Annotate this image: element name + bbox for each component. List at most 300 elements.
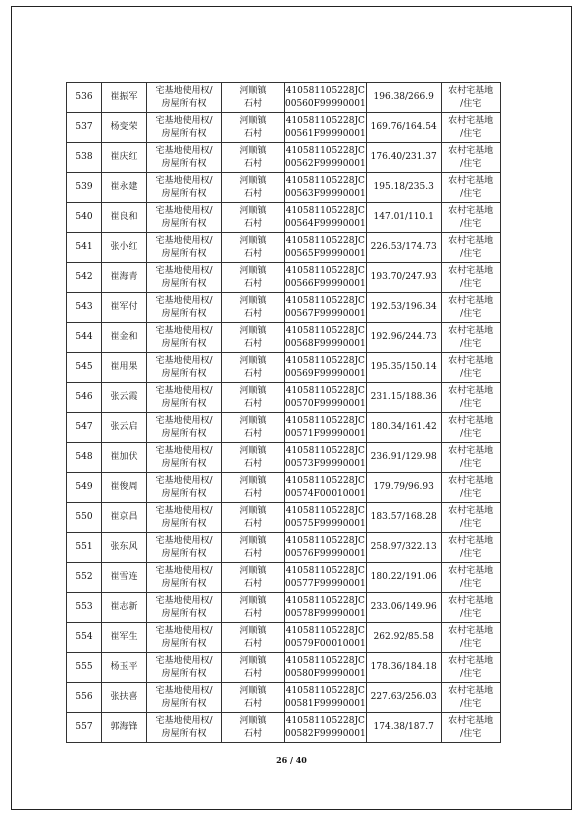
owner-name-cell: 张云启 — [102, 413, 147, 443]
table-row — [67, 653, 501, 683]
records-table — [66, 82, 501, 743]
location-cell — [222, 713, 285, 743]
right-type-cell-line: 房屋所有权 — [161, 698, 207, 709]
location-cell-line: 河顺镇 — [239, 355, 267, 366]
land-use-cell — [441, 233, 500, 263]
right-type-cell-line: 房屋所有权 — [161, 368, 207, 379]
owner-name-cell: 崔志新 — [102, 593, 147, 623]
location-cell-line: 石村 — [243, 608, 262, 619]
table-row — [67, 503, 501, 533]
area-cell: 169.76/164.54 — [366, 113, 441, 143]
land-use-cell — [441, 593, 500, 623]
owner-name-cell: 崔金和 — [102, 323, 147, 353]
owner-name-cell: 杨变荣 — [102, 113, 147, 143]
row-number-cell: 548 — [67, 443, 102, 473]
right-type-cell — [147, 233, 222, 263]
right-type-cell — [147, 653, 222, 683]
right-type-cell-line: 房屋所有权 — [161, 518, 207, 529]
land-use-cell — [441, 383, 500, 413]
land-use-cell-line: /住宅 — [460, 638, 482, 649]
row-number-cell: 554 — [67, 623, 102, 653]
land-use-cell-line: /住宅 — [460, 218, 482, 229]
owner-name-cell: 崔军付 — [102, 293, 147, 323]
land-use-cell — [441, 443, 500, 473]
parcel-code-cell-line: 00561F99990001 — [285, 128, 366, 139]
location-cell-line: 河顺镇 — [239, 325, 267, 336]
right-type-cell — [147, 713, 222, 743]
owner-name-cell: 张扶喜 — [102, 683, 147, 713]
land-use-cell-line: 农村宅基地 — [448, 595, 494, 606]
land-use-cell-line: /住宅 — [460, 488, 482, 499]
parcel-code-cell-line: 00563F99990001 — [285, 188, 366, 199]
area-cell: 176.40/231.37 — [366, 143, 441, 173]
area-cell: 178.36/184.18 — [366, 653, 441, 683]
location-cell-line: 石村 — [243, 98, 262, 109]
right-type-cell — [147, 683, 222, 713]
land-use-cell-line: 农村宅基地 — [448, 115, 494, 126]
land-use-cell — [441, 263, 500, 293]
parcel-code-cell-line: 410581105228JC — [285, 85, 365, 96]
location-cell — [222, 323, 285, 353]
right-type-cell — [147, 533, 222, 563]
right-type-cell-line: 宅基地使用权/ — [155, 385, 213, 396]
table-row — [67, 593, 501, 623]
location-cell — [222, 203, 285, 233]
parcel-code-cell — [285, 143, 367, 173]
parcel-code-cell-line: 410581105228JC — [285, 535, 365, 546]
right-type-cell-line: 宅基地使用权/ — [155, 115, 213, 126]
land-use-cell — [441, 113, 500, 143]
location-cell-line: 石村 — [243, 338, 262, 349]
location-cell-line: 石村 — [243, 488, 262, 499]
table-row — [67, 713, 501, 743]
parcel-code-cell-line: 410581105228JC — [285, 115, 365, 126]
area-cell: 231.15/188.36 — [366, 383, 441, 413]
land-use-cell-line: /住宅 — [460, 158, 482, 169]
right-type-cell-line: 房屋所有权 — [161, 578, 207, 589]
location-cell — [222, 443, 285, 473]
parcel-code-cell — [285, 293, 367, 323]
right-type-cell-line: 宅基地使用权/ — [155, 625, 213, 636]
parcel-code-cell-line: 410581105228JC — [285, 595, 365, 606]
location-cell-line: 河顺镇 — [239, 115, 267, 126]
land-use-cell-line: 农村宅基地 — [448, 715, 494, 726]
table-row — [67, 413, 501, 443]
location-cell-line: 河顺镇 — [239, 415, 267, 426]
parcel-code-cell — [285, 623, 367, 653]
parcel-code-cell — [285, 83, 367, 113]
table-row — [67, 173, 501, 203]
right-type-cell-line: 房屋所有权 — [161, 668, 207, 679]
parcel-code-cell-line: 00573F99990001 — [285, 458, 366, 469]
row-number-cell: 539 — [67, 173, 102, 203]
table-row — [67, 473, 501, 503]
row-number-cell: 546 — [67, 383, 102, 413]
land-use-cell-line: /住宅 — [460, 608, 482, 619]
row-number-cell: 541 — [67, 233, 102, 263]
owner-name-cell: 崔军生 — [102, 623, 147, 653]
area-cell: 174.38/187.7 — [366, 713, 441, 743]
right-type-cell-line: 宅基地使用权/ — [155, 475, 213, 486]
land-use-cell-line: /住宅 — [460, 308, 482, 319]
land-use-cell-line: 农村宅基地 — [448, 325, 494, 336]
row-number-cell: 542 — [67, 263, 102, 293]
land-use-cell-line: 农村宅基地 — [448, 475, 494, 486]
land-use-cell-line: 农村宅基地 — [448, 235, 494, 246]
area-cell: 227.63/256.03 — [366, 683, 441, 713]
right-type-cell-line: 房屋所有权 — [161, 158, 207, 169]
location-cell-line: 河顺镇 — [239, 685, 267, 696]
land-use-cell-line: 农村宅基地 — [448, 445, 494, 456]
land-use-cell-line: 农村宅基地 — [448, 265, 494, 276]
table-row — [67, 383, 501, 413]
parcel-code-cell-line: 00576F99990001 — [285, 548, 366, 559]
table-row — [67, 293, 501, 323]
right-type-cell-line: 房屋所有权 — [161, 728, 207, 739]
area-cell: 262.92/85.58 — [366, 623, 441, 653]
row-number-cell: 550 — [67, 503, 102, 533]
area-cell: 196.38/266.9 — [366, 83, 441, 113]
parcel-code-cell-line: 410581105228JC — [285, 475, 365, 486]
location-cell — [222, 563, 285, 593]
parcel-code-cell-line: 00564F99990001 — [285, 218, 366, 229]
location-cell-line: 石村 — [243, 578, 262, 589]
area-cell: 195.35/150.14 — [366, 353, 441, 383]
row-number-cell: 545 — [67, 353, 102, 383]
row-number-cell: 544 — [67, 323, 102, 353]
right-type-cell — [147, 353, 222, 383]
parcel-code-cell-line: 00568F99990001 — [285, 338, 366, 349]
location-cell — [222, 233, 285, 263]
right-type-cell-line: 房屋所有权 — [161, 488, 207, 499]
land-use-cell-line: /住宅 — [460, 728, 482, 739]
location-cell-line: 河顺镇 — [239, 265, 267, 276]
row-number-cell: 536 — [67, 83, 102, 113]
parcel-code-cell-line: 410581105228JC — [285, 385, 365, 396]
table-row — [67, 533, 501, 563]
location-cell-line: 河顺镇 — [239, 565, 267, 576]
parcel-code-cell-line: 00560F99990001 — [285, 98, 366, 109]
location-cell — [222, 653, 285, 683]
right-type-cell — [147, 263, 222, 293]
row-number-cell: 537 — [67, 113, 102, 143]
parcel-code-cell-line: 00581F99990001 — [285, 698, 366, 709]
location-cell — [222, 173, 285, 203]
parcel-code-cell — [285, 503, 367, 533]
right-type-cell — [147, 173, 222, 203]
location-cell — [222, 683, 285, 713]
area-cell: 233.06/149.96 — [366, 593, 441, 623]
land-use-cell — [441, 683, 500, 713]
row-number-cell: 547 — [67, 413, 102, 443]
parcel-code-cell-line: 410581105228JC — [285, 445, 365, 456]
land-use-cell-line: 农村宅基地 — [448, 415, 494, 426]
land-use-cell-line: 农村宅基地 — [448, 85, 494, 96]
land-use-cell-line: /住宅 — [460, 398, 482, 409]
right-type-cell — [147, 113, 222, 143]
right-type-cell-line: 宅基地使用权/ — [155, 355, 213, 366]
parcel-code-cell-line: 410581105228JC — [285, 235, 365, 246]
right-type-cell — [147, 443, 222, 473]
location-cell-line: 河顺镇 — [239, 145, 267, 156]
row-number-cell: 543 — [67, 293, 102, 323]
right-type-cell-line: 宅基地使用权/ — [155, 445, 213, 456]
right-type-cell-line: 房屋所有权 — [161, 188, 207, 199]
land-use-cell-line: 农村宅基地 — [448, 535, 494, 546]
location-cell-line: 石村 — [243, 158, 262, 169]
land-use-cell — [441, 143, 500, 173]
table-row — [67, 263, 501, 293]
location-cell — [222, 623, 285, 653]
parcel-code-cell-line: 00577F99990001 — [285, 578, 366, 589]
right-type-cell-line: 房屋所有权 — [161, 398, 207, 409]
parcel-code-cell-line: 00574F00010001 — [285, 488, 366, 499]
parcel-code-cell-line: 410581105228JC — [285, 175, 365, 186]
right-type-cell-line: 房屋所有权 — [161, 128, 207, 139]
area-cell: 180.22/191.06 — [366, 563, 441, 593]
parcel-code-cell-line: 00565F99990001 — [285, 248, 366, 259]
area-cell: 192.96/244.73 — [366, 323, 441, 353]
parcel-code-cell — [285, 413, 367, 443]
parcel-code-cell — [285, 593, 367, 623]
location-cell — [222, 143, 285, 173]
location-cell-line: 河顺镇 — [239, 85, 267, 96]
page-number: 26 / 40 — [276, 755, 307, 765]
location-cell-line: 石村 — [243, 668, 262, 679]
right-type-cell-line: 房屋所有权 — [161, 308, 207, 319]
table-row — [67, 203, 501, 233]
right-type-cell — [147, 623, 222, 653]
right-type-cell-line: 宅基地使用权/ — [155, 205, 213, 216]
area-cell: 193.70/247.93 — [366, 263, 441, 293]
table-row — [67, 113, 501, 143]
land-use-cell-line: /住宅 — [460, 668, 482, 679]
right-type-cell-line: 房屋所有权 — [161, 608, 207, 619]
right-type-cell-line: 宅基地使用权/ — [155, 685, 213, 696]
land-use-cell — [441, 323, 500, 353]
location-cell-line: 石村 — [243, 548, 262, 559]
right-type-cell-line: 宅基地使用权/ — [155, 565, 213, 576]
area-cell: 180.34/161.42 — [366, 413, 441, 443]
land-use-cell-line: /住宅 — [460, 248, 482, 259]
land-use-cell-line: /住宅 — [460, 338, 482, 349]
location-cell-line: 石村 — [243, 248, 262, 259]
row-number-cell: 556 — [67, 683, 102, 713]
right-type-cell — [147, 323, 222, 353]
parcel-code-cell — [285, 233, 367, 263]
right-type-cell — [147, 293, 222, 323]
right-type-cell-line: 房屋所有权 — [161, 98, 207, 109]
parcel-code-cell-line: 410581105228JC — [285, 505, 365, 516]
land-use-cell — [441, 353, 500, 383]
land-use-cell-line: 农村宅基地 — [448, 145, 494, 156]
area-cell: 195.18/235.3 — [366, 173, 441, 203]
right-type-cell — [147, 383, 222, 413]
right-type-cell-line: 房屋所有权 — [161, 638, 207, 649]
right-type-cell — [147, 413, 222, 443]
location-cell — [222, 113, 285, 143]
location-cell — [222, 263, 285, 293]
land-use-cell — [441, 173, 500, 203]
location-cell — [222, 533, 285, 563]
area-cell: 226.53/174.73 — [366, 233, 441, 263]
parcel-code-cell — [285, 173, 367, 203]
land-use-cell-line: 农村宅基地 — [448, 565, 494, 576]
right-type-cell-line: 房屋所有权 — [161, 338, 207, 349]
owner-name-cell: 崔良和 — [102, 203, 147, 233]
land-use-cell-line: 农村宅基地 — [448, 685, 494, 696]
location-cell-line: 河顺镇 — [239, 535, 267, 546]
parcel-code-cell — [285, 653, 367, 683]
location-cell-line: 石村 — [243, 368, 262, 379]
parcel-code-cell-line: 410581105228JC — [285, 715, 365, 726]
right-type-cell — [147, 503, 222, 533]
parcel-code-cell — [285, 323, 367, 353]
land-use-cell — [441, 653, 500, 683]
parcel-code-cell-line: 410581105228JC — [285, 295, 365, 306]
location-cell-line: 石村 — [243, 428, 262, 439]
right-type-cell-line: 房屋所有权 — [161, 548, 207, 559]
table-row — [67, 143, 501, 173]
location-cell — [222, 473, 285, 503]
area-cell: 179.79/96.93 — [366, 473, 441, 503]
owner-name-cell: 崔永建 — [102, 173, 147, 203]
location-cell — [222, 593, 285, 623]
right-type-cell-line: 宅基地使用权/ — [155, 295, 213, 306]
right-type-cell-line: 宅基地使用权/ — [155, 265, 213, 276]
row-number-cell: 555 — [67, 653, 102, 683]
right-type-cell — [147, 563, 222, 593]
area-cell: 192.53/196.34 — [366, 293, 441, 323]
location-cell-line: 河顺镇 — [239, 295, 267, 306]
right-type-cell-line: 房屋所有权 — [161, 278, 207, 289]
location-cell-line: 石村 — [243, 638, 262, 649]
right-type-cell-line: 宅基地使用权/ — [155, 325, 213, 336]
location-cell-line: 河顺镇 — [239, 505, 267, 516]
right-type-cell — [147, 593, 222, 623]
land-use-cell-line: 农村宅基地 — [448, 625, 494, 636]
land-use-cell — [441, 563, 500, 593]
land-use-cell — [441, 83, 500, 113]
parcel-code-cell-line: 00569F99990001 — [285, 368, 366, 379]
right-type-cell — [147, 473, 222, 503]
land-use-cell-line: /住宅 — [460, 518, 482, 529]
parcel-code-cell — [285, 473, 367, 503]
land-use-cell — [441, 203, 500, 233]
location-cell-line: 河顺镇 — [239, 385, 267, 396]
location-cell-line: 河顺镇 — [239, 235, 267, 246]
land-use-cell — [441, 623, 500, 653]
land-use-cell-line: /住宅 — [460, 98, 482, 109]
right-type-cell — [147, 143, 222, 173]
row-number-cell: 553 — [67, 593, 102, 623]
location-cell-line: 石村 — [243, 458, 262, 469]
location-cell-line: 石村 — [243, 128, 262, 139]
parcel-code-cell — [285, 563, 367, 593]
owner-name-cell: 郭海锋 — [102, 713, 147, 743]
land-use-cell-line: /住宅 — [460, 698, 482, 709]
land-use-cell — [441, 503, 500, 533]
right-type-cell-line: 宅基地使用权/ — [155, 85, 213, 96]
location-cell-line: 石村 — [243, 398, 262, 409]
row-number-cell: 549 — [67, 473, 102, 503]
owner-name-cell: 张东风 — [102, 533, 147, 563]
location-cell-line: 河顺镇 — [239, 655, 267, 666]
owner-name-cell: 张云霞 — [102, 383, 147, 413]
land-use-cell — [441, 713, 500, 743]
location-cell — [222, 413, 285, 443]
right-type-cell-line: 宅基地使用权/ — [155, 535, 213, 546]
parcel-code-cell-line: 00570F99990001 — [285, 398, 366, 409]
right-type-cell-line: 宅基地使用权/ — [155, 415, 213, 426]
right-type-cell-line: 宅基地使用权/ — [155, 175, 213, 186]
parcel-code-cell — [285, 383, 367, 413]
table-row — [67, 323, 501, 353]
land-use-cell-line: 农村宅基地 — [448, 175, 494, 186]
parcel-code-cell-line: 410581105228JC — [285, 655, 365, 666]
location-cell-line: 石村 — [243, 728, 262, 739]
parcel-code-cell-line: 410581105228JC — [285, 415, 365, 426]
owner-name-cell: 崔雪连 — [102, 563, 147, 593]
location-cell-line: 石村 — [243, 188, 262, 199]
right-type-cell-line: 宅基地使用权/ — [155, 595, 213, 606]
parcel-code-cell-line: 00579F00010001 — [285, 638, 366, 649]
table-row — [67, 623, 501, 653]
location-cell-line: 河顺镇 — [239, 205, 267, 216]
area-cell: 183.57/168.28 — [366, 503, 441, 533]
parcel-code-cell-line: 00575F99990001 — [285, 518, 366, 529]
location-cell — [222, 293, 285, 323]
parcel-code-cell-line: 410581105228JC — [285, 355, 365, 366]
land-use-cell-line: /住宅 — [460, 128, 482, 139]
right-type-cell-line: 宅基地使用权/ — [155, 145, 213, 156]
parcel-code-cell-line: 410581105228JC — [285, 325, 365, 336]
parcel-code-cell — [285, 713, 367, 743]
land-use-cell-line: 农村宅基地 — [448, 205, 494, 216]
table-row — [67, 563, 501, 593]
right-type-cell — [147, 83, 222, 113]
parcel-code-cell-line: 00571F99990001 — [285, 428, 366, 439]
row-number-cell: 552 — [67, 563, 102, 593]
parcel-code-cell-line: 00580F99990001 — [285, 668, 366, 679]
owner-name-cell: 杨玉平 — [102, 653, 147, 683]
parcel-code-cell — [285, 443, 367, 473]
owner-name-cell: 崔庆红 — [102, 143, 147, 173]
row-number-cell: 538 — [67, 143, 102, 173]
location-cell-line: 河顺镇 — [239, 175, 267, 186]
owner-name-cell: 张小红 — [102, 233, 147, 263]
location-cell — [222, 503, 285, 533]
parcel-code-cell — [285, 263, 367, 293]
row-number-cell: 557 — [67, 713, 102, 743]
parcel-code-cell-line: 410581105228JC — [285, 265, 365, 276]
owner-name-cell: 崔俊周 — [102, 473, 147, 503]
location-cell-line: 石村 — [243, 698, 262, 709]
location-cell-line: 河顺镇 — [239, 475, 267, 486]
location-cell-line: 河顺镇 — [239, 445, 267, 456]
parcel-code-cell-line: 410581105228JC — [285, 205, 365, 216]
parcel-code-cell — [285, 533, 367, 563]
right-type-cell-line: 宅基地使用权/ — [155, 715, 213, 726]
right-type-cell — [147, 203, 222, 233]
document-page — [11, 6, 572, 810]
land-use-cell — [441, 293, 500, 323]
right-type-cell-line: 宅基地使用权/ — [155, 505, 213, 516]
land-use-cell-line: 农村宅基地 — [448, 655, 494, 666]
owner-name-cell: 崔京昌 — [102, 503, 147, 533]
location-cell-line: 河顺镇 — [239, 625, 267, 636]
table-row — [67, 683, 501, 713]
